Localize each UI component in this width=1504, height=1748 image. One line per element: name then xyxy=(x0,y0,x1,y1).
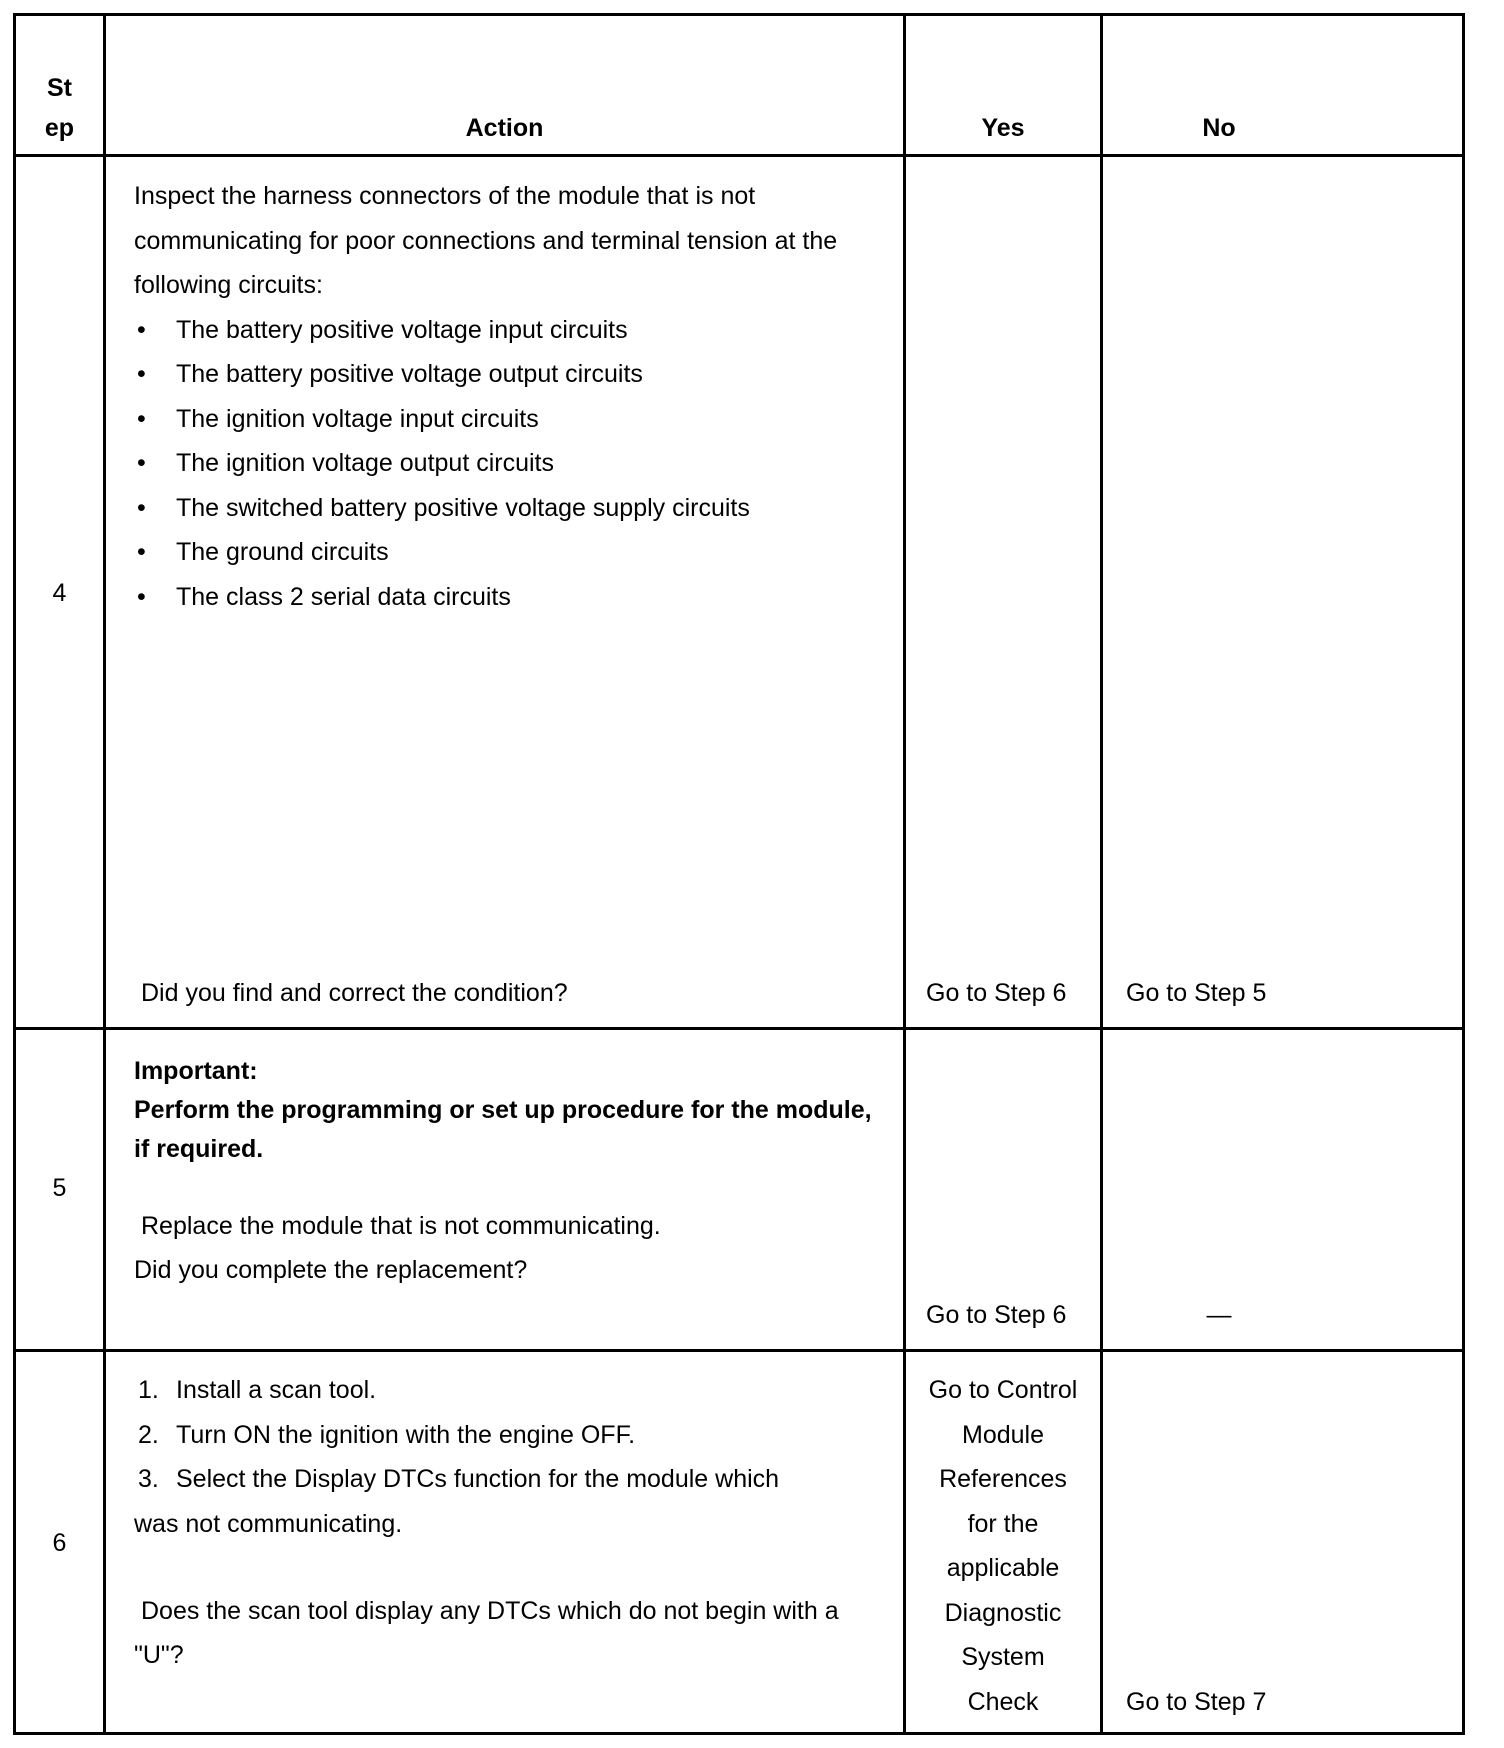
no-result: Go to Step 7 xyxy=(1126,1688,1267,1716)
list-item: Install a scan tool. xyxy=(176,1376,377,1404)
bullet-icon: • xyxy=(137,494,146,522)
list-number: 1. xyxy=(138,1376,159,1404)
list-continuation: was not communicating. xyxy=(134,1510,403,1538)
important-text: Perform the programming or set up procedure for the module, xyxy=(134,1096,872,1124)
row-divider xyxy=(16,1027,1462,1030)
important-text: if required. xyxy=(134,1135,264,1163)
action-text: Inspect the harness connectors of the module that is not xyxy=(134,182,756,210)
important-label: Important: xyxy=(134,1057,258,1085)
header-step-line1: St xyxy=(47,74,72,102)
bullet-item: The battery positive voltage input circuits xyxy=(176,316,628,344)
step-number: 4 xyxy=(52,579,67,607)
header-action: Action xyxy=(465,114,544,142)
bullet-item: The battery positive voltage output circuits xyxy=(176,360,643,388)
yes-result: Go to Step 6 xyxy=(926,979,1067,1007)
step-number: 5 xyxy=(52,1174,67,1202)
row-divider xyxy=(16,1349,1462,1352)
header-no: No xyxy=(1202,114,1236,142)
bullet-item: The ignition voltage input circuits xyxy=(176,405,539,433)
yes-result-line: applicable xyxy=(946,1554,1060,1582)
list-item: Turn ON the ignition with the engine OFF. xyxy=(176,1421,636,1449)
question-text: Did you find and correct the condition? xyxy=(141,979,568,1007)
list-number: 3. xyxy=(138,1465,159,1493)
question-text: Did you complete the replacement? xyxy=(134,1256,528,1284)
yes-result-line: References xyxy=(939,1465,1067,1493)
header-step-line2: ep xyxy=(44,114,75,142)
header-yes: Yes xyxy=(981,114,1025,142)
no-result: Go to Step 5 xyxy=(1126,979,1267,1007)
action-text: following circuits: xyxy=(134,271,323,299)
yes-result-line: Module xyxy=(962,1421,1044,1449)
question-text: Does the scan tool display any DTCs which do not begin with a xyxy=(141,1597,839,1625)
bullet-icon: • xyxy=(137,316,146,344)
bullet-icon: • xyxy=(137,583,146,611)
yes-result-line: Go to Control xyxy=(928,1376,1078,1404)
yes-result: Go to Step 6 xyxy=(926,1301,1067,1329)
step-number: 6 xyxy=(52,1529,67,1557)
action-text: communicating for poor connections and terminal tension at the xyxy=(134,227,838,255)
no-result: — xyxy=(1206,1301,1232,1329)
bullet-item: The ground circuits xyxy=(176,538,389,566)
bullet-icon: • xyxy=(137,449,146,477)
column-divider xyxy=(103,16,106,1732)
bullet-item: The class 2 serial data circuits xyxy=(176,583,511,611)
column-divider xyxy=(1100,16,1103,1732)
yes-result-line: System xyxy=(961,1643,1045,1671)
bullet-item: The switched battery positive voltage supply circuits xyxy=(176,494,750,522)
bullet-icon: • xyxy=(137,405,146,433)
row-divider xyxy=(16,154,1462,157)
action-text: Replace the module that is not communicating. xyxy=(141,1212,661,1240)
yes-result-line: for the xyxy=(967,1510,1039,1538)
yes-result-line: Check xyxy=(967,1688,1039,1716)
yes-result-line: Diagnostic xyxy=(944,1599,1062,1627)
list-number: 2. xyxy=(138,1421,159,1449)
diagnostic-table xyxy=(13,13,1465,1735)
bullet-icon: • xyxy=(137,360,146,388)
question-text: "U"? xyxy=(134,1641,184,1669)
list-item: Select the Display DTCs function for the module which xyxy=(176,1465,780,1493)
bullet-item: The ignition voltage output circuits xyxy=(176,449,554,477)
bullet-icon: • xyxy=(137,538,146,566)
